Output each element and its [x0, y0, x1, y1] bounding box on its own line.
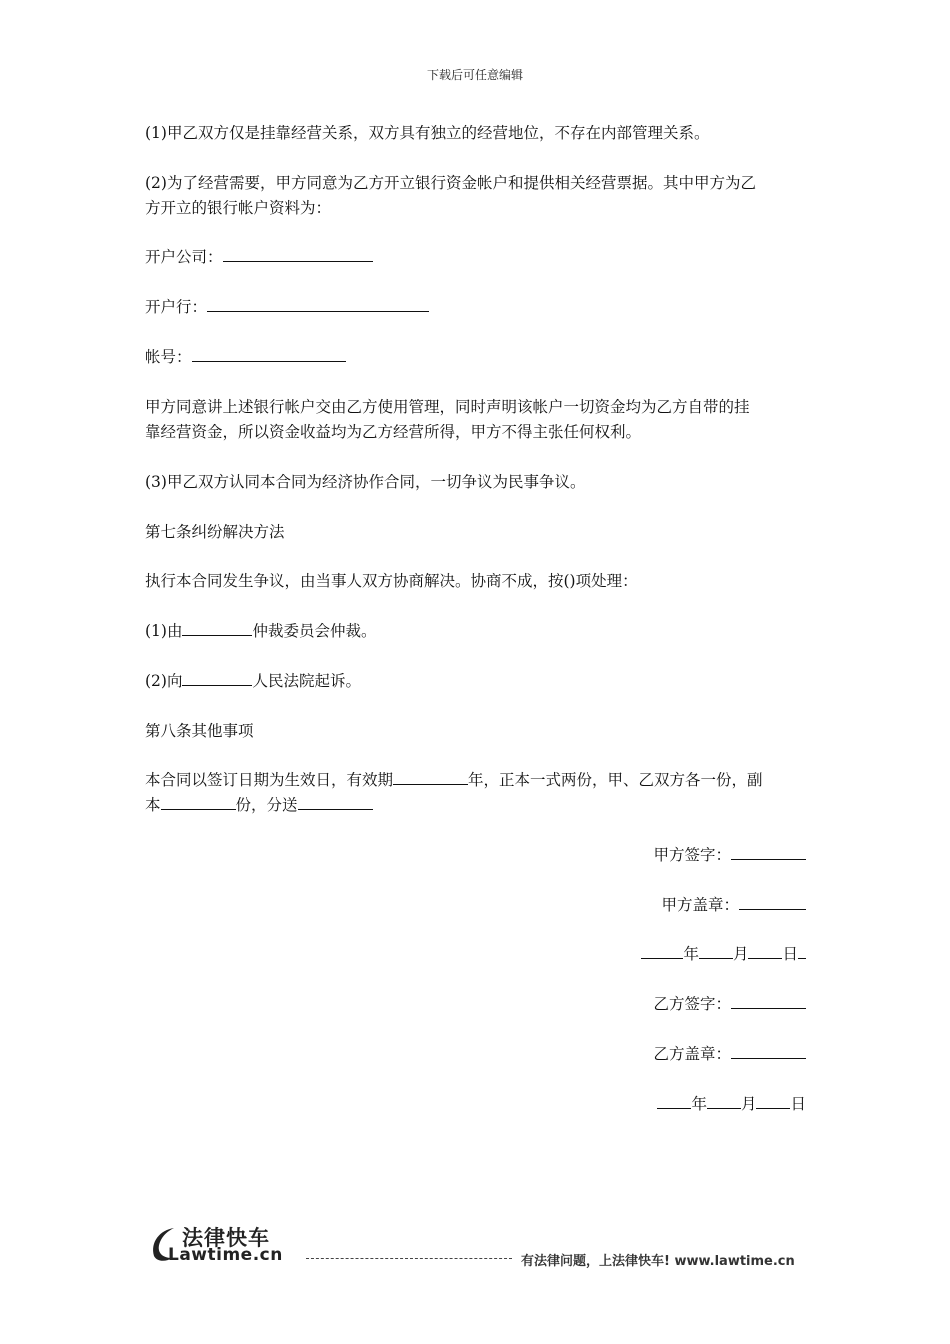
arbitration-prefix: (1)由	[145, 622, 183, 640]
article-7-heading: 第七条纠纷解决方法	[145, 523, 285, 541]
party-b-seal-label: 乙方盖章：	[653, 1045, 731, 1063]
company-label: 开户公司：	[145, 248, 223, 266]
clause-account-line1: 甲方同意讲上述银行帐户交由乙方使用管理，同时声明该帐户一切资金均为乙方自带的挂	[145, 398, 750, 416]
copies-suffix: 份，分送	[235, 796, 298, 814]
court-blank	[182, 670, 252, 686]
bank-label: 开户行：	[145, 298, 208, 316]
clause-account-line2: 靠经营资金，所以资金收益均为乙方经营所得，甲方不得主张任何权利。	[145, 423, 642, 441]
arbitration-blank	[182, 620, 252, 636]
party-a-day-blank	[748, 943, 782, 959]
account-blank	[192, 346, 346, 362]
party-a-date-row	[641, 942, 806, 967]
party-b-sign-label: 乙方签字：	[653, 995, 731, 1013]
footer-dashed-divider	[306, 1258, 512, 1259]
party-b-day-label: 日	[790, 1095, 806, 1113]
party-a-trailing-blank	[798, 943, 806, 959]
court-suffix: 人民法院起诉。	[252, 672, 361, 690]
bank-field-row	[145, 295, 807, 320]
party-b-seal-blank	[731, 1043, 806, 1059]
clause-2-line2: 方开立的银行帐户资料为：	[145, 199, 332, 217]
validity-years-blank	[393, 769, 468, 785]
article-8-heading: 第八条其他事项	[145, 722, 254, 740]
footer-slogan: 有法律问题，上法律快车! www.lawtime.cn	[521, 1254, 795, 1269]
copies-blank	[161, 794, 236, 810]
clause-2-line1: (2)为了经营需要，甲方同意为乙方开立银行资金帐户和提供相关经营票据。其中甲方为乙	[145, 174, 756, 192]
party-b-month-blank	[707, 1093, 741, 1109]
bank-blank	[207, 296, 429, 312]
copies-prefix: 本	[145, 796, 161, 814]
party-b-year-blank	[657, 1093, 691, 1109]
account-field-row	[145, 345, 807, 370]
arbitration-row	[145, 619, 807, 644]
party-a-month-label: 月	[732, 945, 749, 963]
party-a-signature-row	[653, 843, 806, 868]
clause-1: (1)甲乙双方仅是挂靠经营关系，双方具有独立的经营地位，不存在内部管理关系。	[145, 124, 710, 142]
validity-prefix: 本合同以签订日期为生效日，有效期	[145, 771, 394, 789]
clause-3: (3)甲乙双方认同本合同为经济协作合同，一切争议为民事争议。	[145, 473, 586, 491]
court-prefix: (2)向	[145, 672, 183, 690]
party-a-seal-blank	[739, 894, 806, 910]
party-a-year-blank	[641, 943, 683, 959]
logo-chinese-text: 法律快车	[182, 1226, 270, 1250]
distribution-blank	[298, 794, 373, 810]
company-blank	[223, 246, 373, 262]
validity-line2	[145, 793, 807, 818]
party-a-seal-row	[661, 893, 806, 918]
party-b-sign-blank	[731, 993, 806, 1009]
party-a-year-label: 年	[683, 945, 699, 963]
page-footer	[148, 1218, 808, 1268]
account-label: 帐号：	[145, 348, 192, 366]
party-a-month-blank	[699, 943, 733, 959]
party-a-seal-label: 甲方盖章：	[661, 896, 739, 914]
party-a-sign-label: 甲方签字：	[653, 846, 731, 864]
party-a-day-label: 日	[782, 945, 798, 963]
party-b-date-row	[657, 1092, 806, 1117]
validity-suffix: 年，正本一式两份，甲、乙双方各一份，副	[468, 771, 763, 789]
party-b-signature-row	[653, 992, 806, 1017]
logo-english-text: Lawtime.cn	[168, 1245, 283, 1265]
party-b-seal-row	[653, 1042, 806, 1067]
party-b-month-label: 月	[740, 1095, 757, 1113]
validity-line1	[145, 768, 807, 793]
party-a-sign-blank	[731, 844, 806, 860]
party-b-year-label: 年	[691, 1095, 707, 1113]
page-header: 下载后可任意编辑	[426, 68, 523, 82]
company-field-row	[145, 245, 807, 270]
court-row	[145, 669, 807, 694]
arbitration-suffix: 仲裁委员会仲裁。	[252, 622, 377, 640]
party-b-day-blank	[756, 1093, 790, 1109]
dispute-clause: 执行本合同发生争议，由当事人双方协商解决。协商不成，按()项处理：	[145, 572, 638, 590]
